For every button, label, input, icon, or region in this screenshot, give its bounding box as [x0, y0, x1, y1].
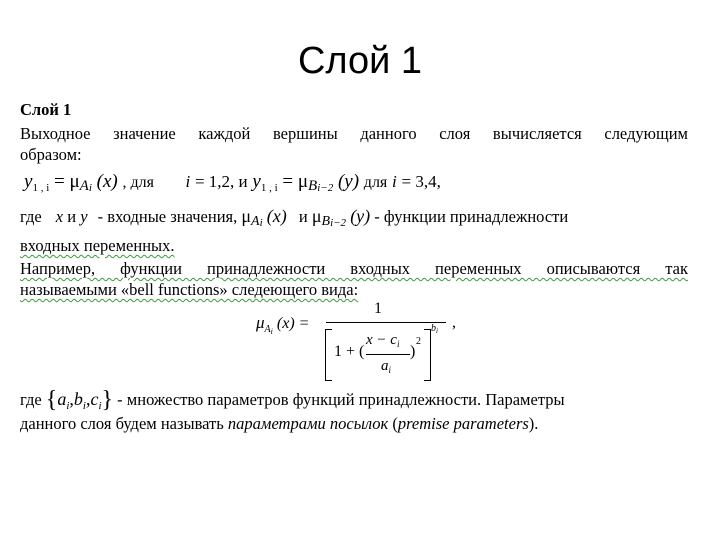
premise-term: параметрами посылок [227, 414, 389, 433]
eq-arg-y: (y) [337, 171, 360, 192]
paragraph-3-line-1: Например, функции принадлежности входных переменных описываются так [20, 259, 688, 278]
eq-B: B [308, 178, 318, 194]
mu-B-letter: B [321, 214, 331, 229]
formula-comma: , [452, 314, 456, 331]
params-sep-2: , [85, 389, 91, 409]
inputs-text: - входные значения, [97, 207, 238, 226]
formula-one-plus: 1 + ( [334, 343, 365, 360]
section-heading: Слой 1 [20, 100, 72, 119]
formula-left-bracket [325, 329, 332, 381]
formula-a-sub: i [388, 365, 392, 375]
eq-arg-x: (x) [96, 171, 118, 192]
formula-b-sub: i [436, 327, 438, 335]
formula-c-sub: i [396, 339, 400, 349]
equation-output-definition [24, 170, 441, 200]
mu-B-arg: (y) [350, 206, 371, 226]
paragraph-1-line-1: Выходное значение каждой вершины данного слоя вычисляется следующим [20, 124, 688, 143]
param-b-sub: i [82, 400, 86, 412]
formula-A-sub: i [270, 327, 273, 336]
mu-A-sub: i [259, 217, 263, 229]
eq-A: A [79, 178, 89, 194]
eq-A-sub: i [88, 182, 92, 194]
params-where: где [20, 390, 42, 409]
eq-y-sub: 1 , i [32, 182, 50, 194]
eq-equals-mu: = μ [54, 171, 80, 192]
formula-square: 2 [416, 336, 421, 347]
formula-mu: μ [256, 313, 265, 332]
eq-y: y [24, 171, 33, 192]
eq-y2-sub: 1 , i [260, 182, 278, 194]
formula-A: A [264, 324, 271, 335]
formula-inner-fraction-bar [366, 354, 410, 355]
formula-lhs [256, 313, 309, 336]
formula-a: a [381, 358, 389, 374]
slide-title: Слой 1 [297, 40, 423, 82]
formula-inner-denominator [381, 358, 391, 375]
eq-i-values-2: = 3,4, [401, 172, 441, 191]
param-a: a [57, 389, 67, 409]
inputs-description-line [20, 204, 688, 235]
and-word-2: и [298, 207, 308, 226]
params-set-close: } [101, 387, 114, 413]
paren-open: ( [392, 414, 398, 433]
mu-A-arg: (x) [266, 206, 287, 226]
formula-inner-numerator [366, 332, 399, 349]
paragraph-1-line-2: образом: [20, 145, 82, 164]
membership-tail: - функции принадлежности [374, 207, 569, 226]
param-a-sub: i [66, 400, 70, 412]
params-sep-1: , [69, 389, 74, 409]
input-x: x [55, 207, 64, 226]
paragraph-3-line-2: называемыми «bell functions» следеющего вида: [20, 280, 359, 299]
formula-b: b [431, 323, 436, 334]
param-c: c [90, 389, 99, 409]
mu-A-letter: A [251, 214, 260, 229]
mu-A: μ [241, 206, 252, 226]
eq-B-sub: i−2 [317, 182, 334, 194]
params-set-open: { [45, 387, 58, 413]
last-line-suffix: ). [528, 414, 539, 433]
where-word: где [20, 207, 42, 226]
input-y: y [80, 207, 88, 226]
paragraph-2-line-1: входных переменных. [20, 236, 175, 255]
eq-equals-mu-2: = μ [282, 171, 309, 192]
formula-arg: (x) = [276, 315, 310, 332]
param-b: b [73, 389, 83, 409]
and-word: и [67, 207, 77, 226]
eq-for-1: , для [122, 174, 154, 191]
mu-B-sub: i−2 [330, 217, 347, 229]
formula-right-bracket [424, 329, 431, 381]
eq-for-2: для [363, 174, 388, 191]
last-line [20, 414, 538, 434]
last-line-prefix: данного слоя будем называть [20, 414, 224, 433]
params-description: - множество параметров функций принадлежности. Параметры [117, 390, 565, 409]
mu-B: μ [311, 206, 322, 226]
premise-english: premise parameters [397, 414, 529, 433]
eq-i-2: i [392, 172, 397, 191]
formula-x-minus-c: x − c [366, 332, 397, 348]
eq-i: i [185, 172, 191, 191]
formula-fraction-bar [326, 322, 446, 323]
formula-exponent [431, 323, 438, 335]
param-c-sub: i [98, 400, 102, 412]
formula-numerator: 1 [374, 300, 382, 317]
eq-y2: y [252, 171, 261, 192]
formula-close-paren: ) [410, 343, 416, 360]
eq-i-values: = 1,2, и [194, 172, 248, 191]
